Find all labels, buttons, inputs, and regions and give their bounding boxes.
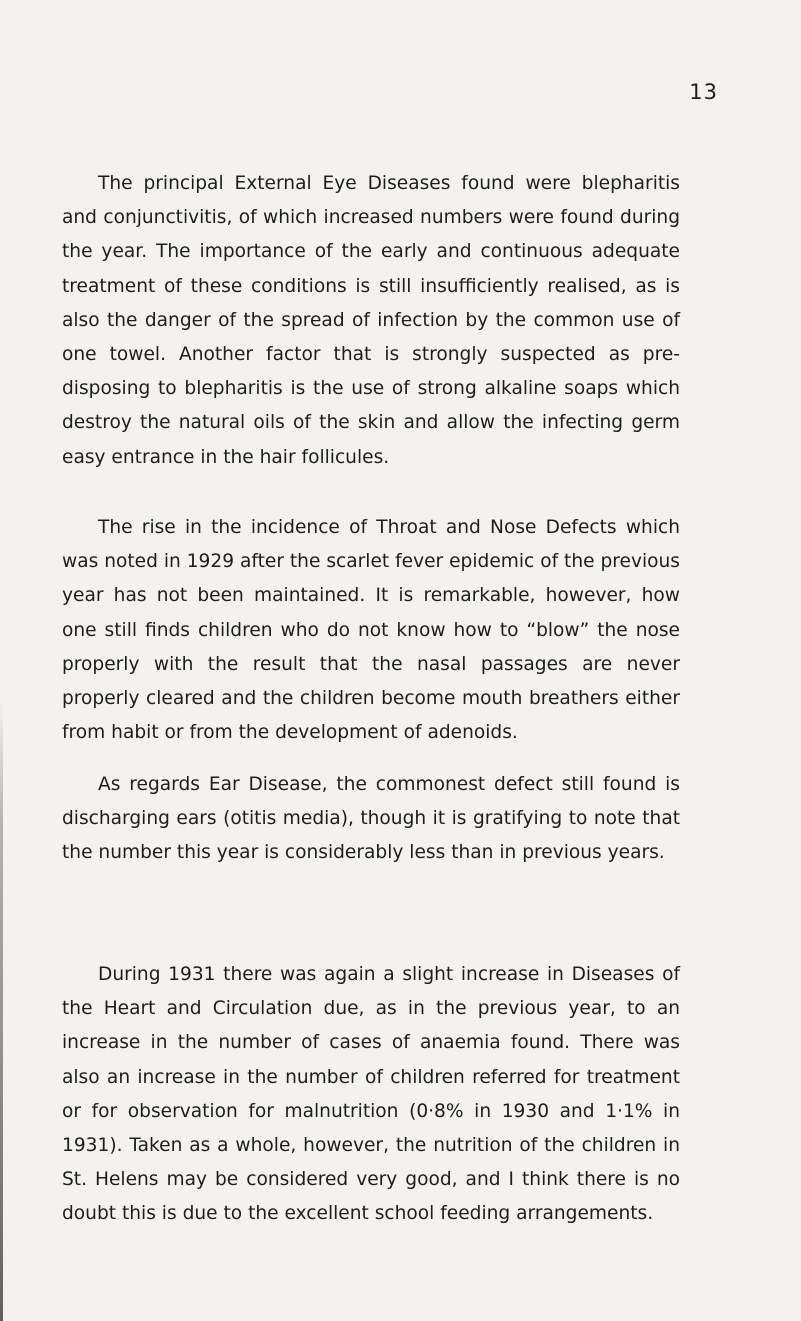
paragraph-heart-circulation-nutrition: During 1931 there was again a slight increase in Diseases of the Heart and Circulation due, as in the previous year, to an increase in the number of cases of anaemia found. There was also an increase in the number of children referred for treatment or for observation for malnutrition (0·8% in 1930 and 1·1% in 1931). Taken as a whole, however, the nutrition of the children in St. Helens may be considered very good, and I think there is no doubt this is due to the excellent school feeding arrangements.: [62, 964, 680, 1225]
paragraph-ear-disease: As regards Ear Disease, the commonest defect still found is discharging ears (otitis media), though it is gratifying to note that the number this year is considerably less than in previous years.: [62, 774, 680, 864]
binding-edge-shadow: [0, 700, 3, 1321]
paragraph-throat-nose-defects: The rise in the incidence of Throat and Nose Defects which was noted in 1929 after the scarlet fever epidemic of the previous year has not been maintained. It is remarkable, however, how one still finds children who do not know how to “blow” the nose properly with the result that the nasal passages are never properly cleared and the children become mouth breathers either from habit or from the development of adenoids.: [62, 517, 680, 744]
paragraph-external-eye-diseases: The principal External Eye Diseases found were blepharitis and conjunctivitis, of which increased numbers were found during the year. The importance of the early and continuous adequate treatment of these conditions is still insufficiently realised, as is also the danger of the spread of infection by the common use of one towel. Another factor that is strongly suspected as pre-disposing to blepharitis is the use of strong alkaline soaps which destroy the natural oils of the skin and allow the infecting germ easy entrance in the hair follicules.: [62, 173, 680, 468]
page-number: 13: [689, 80, 718, 104]
